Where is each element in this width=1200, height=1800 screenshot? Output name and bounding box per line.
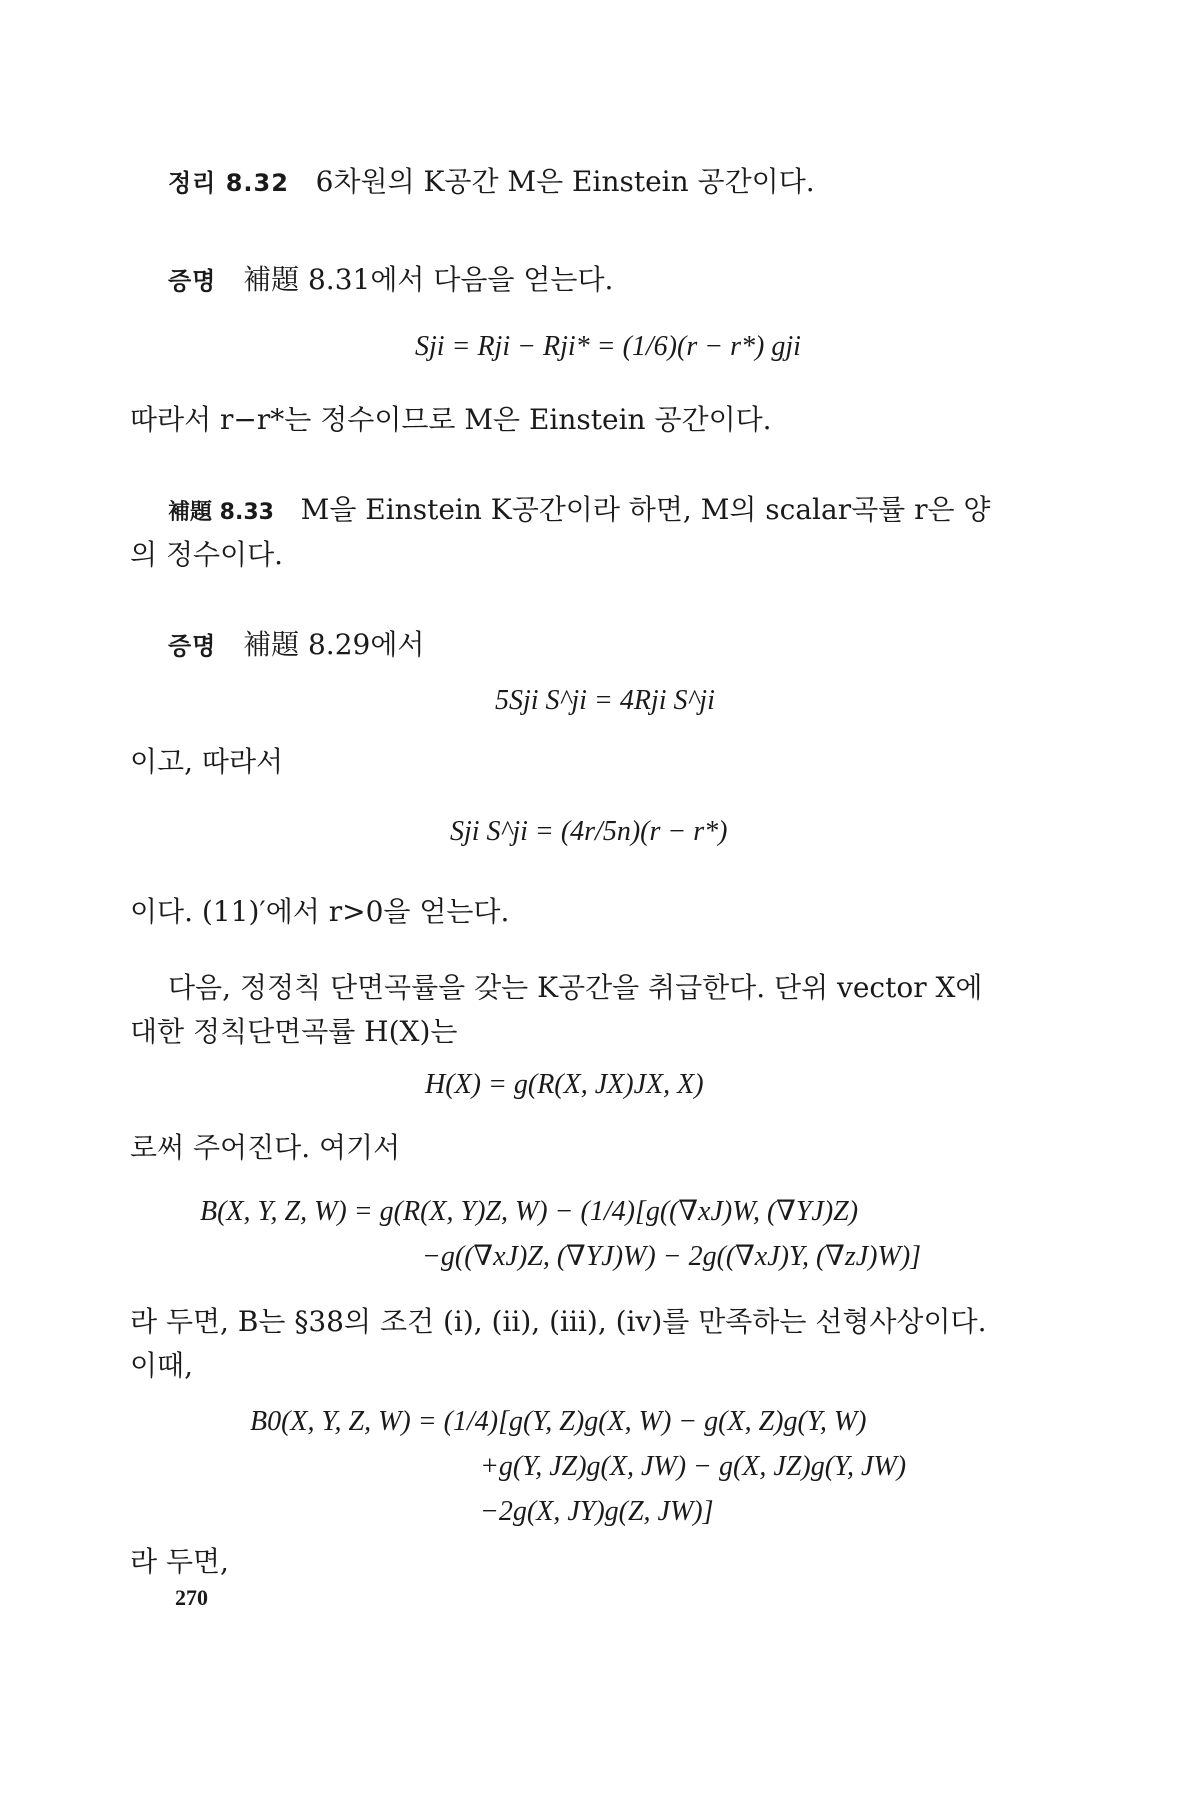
paragraph-line1: 다음, 정정칙 단면곡률을 갖는 K공간을 취급한다. 단위 vector X에 [168, 971, 983, 1004]
equation-B0-line2: +g(Y, JZ)g(X, JW) − g(X, JZ)g(Y, JW) [480, 1451, 907, 1482]
lemma-line1 [168, 490, 990, 533]
lemma-text-line1: M을 Einstein K공간이라 하면, M의 scalar곡률 r은 양 [300, 493, 991, 526]
proof2-label: 증명 [168, 632, 217, 660]
equation-B0-line3: −2g(X, JY)g(Z, JW)] [480, 1496, 714, 1527]
proof2-equation2: Sji S^ji = (4r/5n)(r − r*) [450, 816, 728, 847]
equation-H: H(X) = g(R(X, JX)JX, X) [425, 1069, 704, 1100]
paragraph-line4: 라 두면, B는 §38의 조건 (i), (ii), (iii), (iv)를 만족하는 선형사상이다. [130, 1305, 987, 1338]
proof2-equation1: 5Sji S^ji = 4Rji S^ji [495, 685, 715, 716]
proof1-label: 증명 [168, 267, 217, 295]
proof2-text: 補題 8.29에서 [243, 628, 425, 661]
lemma-label: 補題 8.33 [168, 500, 274, 525]
proof1-line [168, 260, 613, 301]
equation-B0-line1: B0(X, Y, Z, W) = (1/4)[g(Y, Z)g(X, W) − g(X, Z)g(Y, W) [250, 1406, 867, 1437]
equation-B-line1: B(X, Y, Z, W) = g(R(X, Y)Z, W) − (1/4)[g((∇xJ)W, (∇YJ)Z) [200, 1196, 859, 1227]
paragraph-line6: 라 두면, [130, 1545, 229, 1578]
lemma-text-line2: 의 정수이다. [130, 538, 284, 571]
page-number: 270 [175, 1585, 208, 1610]
paragraph-line5: 이때, [130, 1349, 193, 1382]
proof1-equation: Sji = Rji − Rji* = (1/6)(r − r*) gji [415, 331, 801, 362]
equation-B-line2: −g((∇xJ)Z, (∇YJ)W) − 2g((∇xJ)Y, (∇zJ)W)] [422, 1241, 922, 1272]
paragraph-line2: 대한 정칙단면곡률 H(X)는 [130, 1015, 458, 1048]
proof2-line [168, 625, 424, 666]
theorem-label: 정리 8.32 [168, 169, 289, 197]
proof1-conclusion: 따라서 r−r*는 정수이므로 M은 Einstein 공간이다. [130, 403, 772, 436]
theorem-line [168, 162, 815, 203]
proof1-text: 補題 8.31에서 다음을 얻는다. [243, 263, 614, 296]
paragraph-line3: 로써 주어진다. 여기서 [130, 1131, 401, 1164]
proof2-conclusion: 이다. (11)′에서 r>0을 얻는다. [130, 895, 510, 928]
theorem-text: 6차원의 K공간 M은 Einstein 공간이다. [315, 165, 815, 198]
proof2-connector: 이고, 따라서 [130, 745, 284, 778]
